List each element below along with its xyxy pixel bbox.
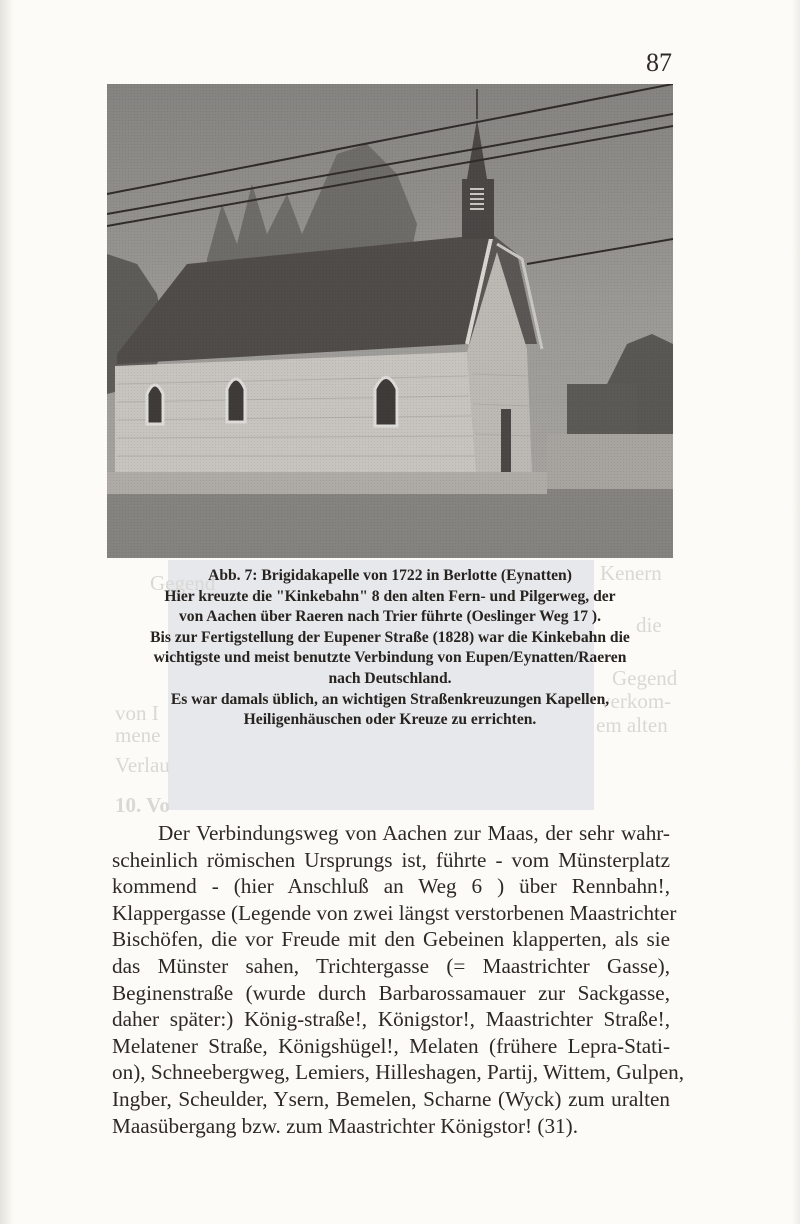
caption-line: Hier kreuzte die "Kinkebahn" 8 den alten Fern- und Pilgerweg, der: [164, 587, 616, 605]
body-line: Melatener Straße, Königshügel!, Melaten (frühere Lepra-Stati-: [112, 1033, 670, 1058]
caption-line: Es war damals üblich, an wichtigen Straßenkreuzungen Kapellen,: [170, 690, 610, 708]
page-number: 87: [646, 48, 672, 77]
caption-title: Abb. 7: Brigidakapelle von 1722 in Berlotte (Eynatten): [208, 567, 572, 584]
figure-caption: [112, 566, 668, 731]
bleed-through-fragment: verkom-: [600, 689, 672, 713]
bleed-through-fragment: 10. Vo: [115, 793, 170, 817]
chapel-photo-illustration: [107, 84, 673, 558]
bleed-through-fragment: Gegend: [612, 666, 678, 690]
body-line: Maasübergang bzw. zum Maastrichter Königstor! (31).: [112, 1113, 578, 1138]
body-line: Ingber, Scheulder, Ysern, Bemelen, Scharne (Wyck) zum uralten: [112, 1086, 670, 1111]
bleed-through-fragment: von I: [115, 701, 159, 725]
caption-line: Bis zur Fertigstellung der Eupener Straße (1828) war die Kinkebahn die: [150, 628, 630, 646]
body-paragraph: [112, 820, 685, 1139]
bleed-through-fragment: em alten: [596, 713, 668, 737]
caption-line: nach Deutschland.: [328, 669, 452, 687]
body-line: Beginenstraße (wurde durch Barbarossamauer zur Sackgasse,: [112, 980, 670, 1005]
body-line: kommend - (hier Anschluß an Weg 6 ) über Rennbahn!,: [112, 874, 670, 899]
body-line: on), Schneebergweg, Lemiers, Hilleshagen, Partij, Wittem, Gulpen,: [112, 1060, 685, 1085]
body-line: Klappergasse (Legende von zwei längst verstorbenen Maastrichter: [112, 900, 677, 925]
chapel-photograph: [107, 84, 673, 558]
body-line: Bischöfen, die vor Freude mit den Gebeinen klapperten, als sie: [112, 927, 670, 952]
page-edge: [792, 0, 800, 1224]
bleed-through-fragment: Kenern: [600, 561, 662, 585]
bleed-through-fragment: mene: [115, 723, 161, 747]
body-line: daher später:) König-straße!, Königstor!, Maastrichter Straße!,: [112, 1007, 670, 1032]
body-line: scheinlich römischen Ursprungs ist, führte - vom Münsterplatz: [112, 847, 670, 872]
body-line: Der Verbindungsweg von Aachen zur Maas, der sehr wahr-: [158, 821, 670, 845]
bleed-through-fragment: Verlau: [115, 753, 170, 777]
caption-line: wichtigste und meist benutzte Verbindung von Eupen/Eynatten/Raeren: [153, 649, 627, 667]
caption-line: von Aachen über Raeren nach Trier führte (Oeslinger Weg 17 ).: [178, 608, 602, 626]
book-spine-shadow: [0, 0, 14, 1224]
body-line: das Münster sahen, Trichtergasse (= Maastrichter Gasse),: [112, 953, 670, 978]
caption-line: Heiligenhäuschen oder Kreuze zu errichten.: [243, 711, 537, 729]
bleed-through-fragment: Gegend: [150, 571, 216, 595]
bleed-through-fragment: die: [636, 613, 662, 637]
